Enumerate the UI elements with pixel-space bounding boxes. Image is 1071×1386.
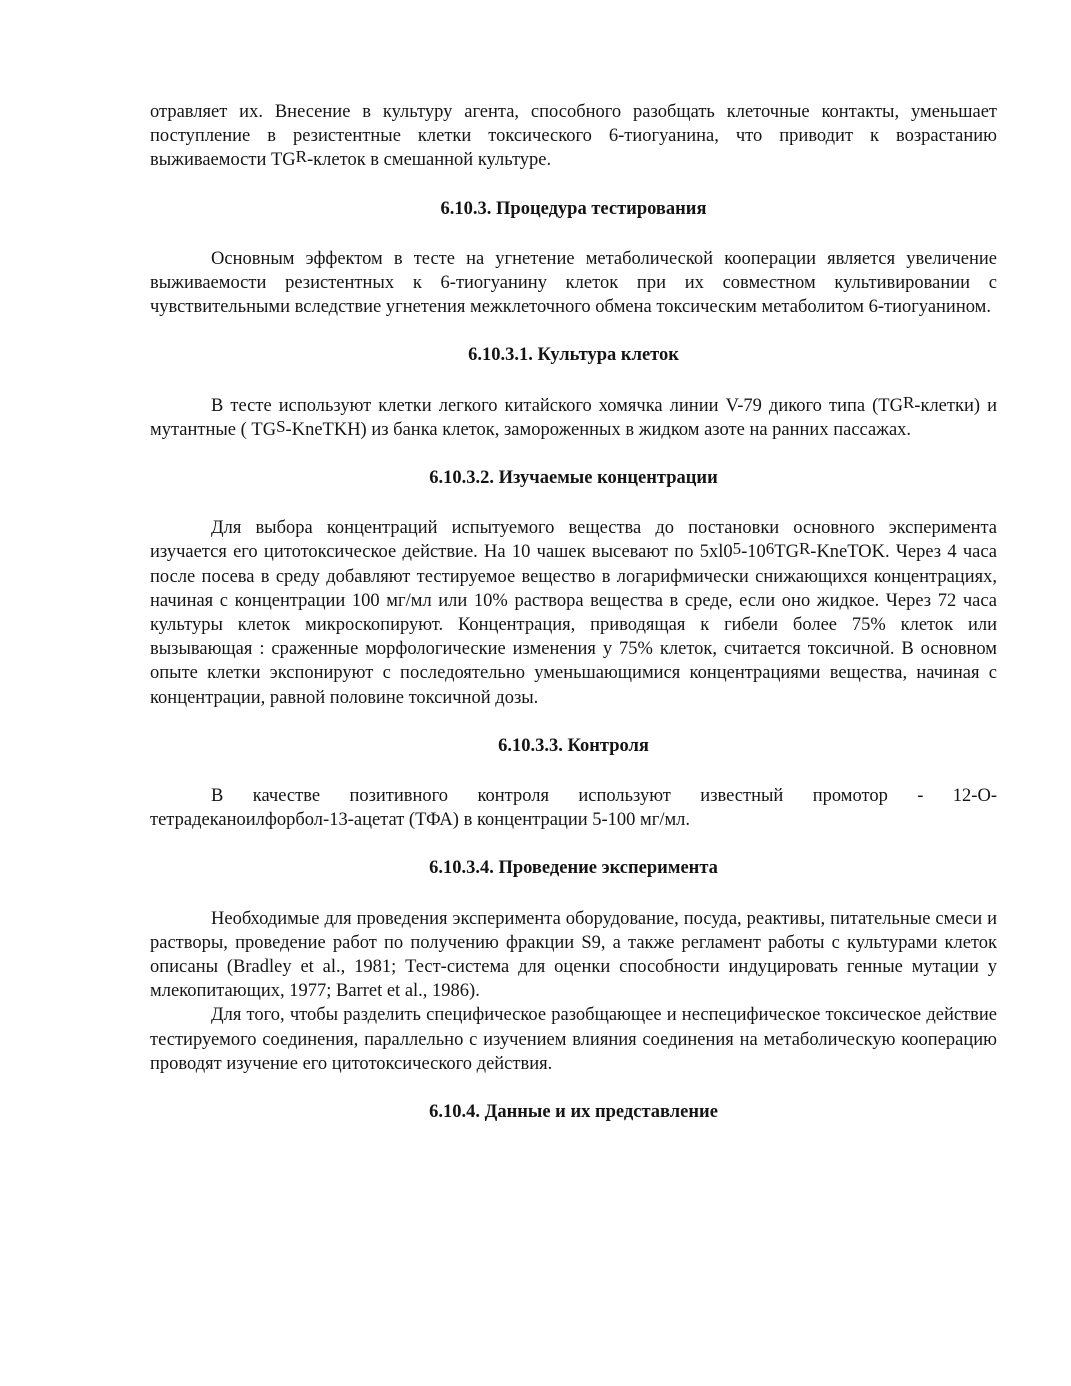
text-run: -10 bbox=[741, 542, 766, 563]
section-heading-concentrations: 6.10.3.2. Изучаемые концентрации bbox=[429, 468, 718, 489]
text-run: Для выбора концентраций испытуемого вещества до постановки основного эксперимента изучается его цитотоксическое действие. На 10 чашек высевают по 5xl0 bbox=[150, 518, 997, 563]
paragraph-culture bbox=[150, 394, 997, 442]
paragraph-experiment-2: Для того, чтобы разделить специфическое разобщающее и неспецифическое токсическое действие тестируемого соединения, параллельно с изучением влияния соединения на метаболическую кооперацию проводят изучение его цитотоксического действия. bbox=[150, 1005, 997, 1074]
text-run: -KneTOK. Через 4 часа после посева в среду добавляют тестируемое вещество в логарифмически снижающихся концентрациях, начиная с концентрации 100 мг/мл или 10% раствора вещества в среде, если оно жидкое. Через 72 часа культуры клеток микроскопируют. Концентрация, приводящая к гибели более 75% клеток или вызывающая : сраженные морфологические изменения у 75% клеток, считается токсичной. В основном опыте клетки экспонируют с последоятельно уменьшающимися концентрациями вещества, начиная с концентрации, равной половине токсичной дозы. bbox=[150, 542, 997, 708]
section-heading-culture: 6.10.3.1. Культура клеток bbox=[468, 345, 679, 366]
text-run: отравляет их. Внесение в культуру агента, способного разобщать клеточные контакты, уменьшает поступление в резистентные клетки токсического 6-тиогуанина, что приводит к возрастанию выживаемости TG bbox=[150, 102, 997, 171]
section-heading-data: 6.10.4. Данные и их представление bbox=[429, 1102, 718, 1123]
text-run: В тесте используют клетки легкого китайского хомячка линии V-79 дикого типа (TG bbox=[211, 395, 903, 416]
superscript: R bbox=[798, 539, 811, 559]
text-run: -клеток в смешанной культуре. bbox=[307, 150, 552, 171]
text-run: -KneTKH) из банка клеток, замороженных в жидком азоте на ранних пассажах. bbox=[285, 419, 912, 440]
section-heading-experiment: 6.10.3.4. Проведение эксперимента bbox=[429, 858, 718, 879]
paragraph-procedure: Основным эффектом в тесте на угнетение метаболической кооперации является увеличение выживаемости резистентных к 6-тиогуанину клеток при их совместном культивировании с чувствительными вследствие угнетения межклеточного обмена токсическим метаболитом 6-тиогуанином. bbox=[150, 248, 997, 318]
paragraph-experiment-1: Необходимые для проведения эксперимента оборудование, посуда, реактивы, питательные смеси и растворы, проведение работ по получению фракции S9, а также регламент работы с культурами клеток описаны (Bradley et al., 1981; Тест-система для оценки способности индуцировать генные мутации у млекопитающих, 1977; Barret et al., 1986). bbox=[150, 908, 997, 1002]
superscript: S bbox=[276, 416, 286, 436]
paragraph-intro bbox=[150, 100, 997, 173]
paragraph-controls: В качестве позитивного контроля используют известный промотор - 12-О-тетрадеканоилфорбол-13-ацетат (ТФА) в концентрации 5-100 мг/мл. bbox=[150, 786, 997, 831]
paragraph-concentrations bbox=[150, 516, 997, 710]
text-run: -клетки) и мутантные ( TG bbox=[150, 395, 997, 440]
section-heading-procedure: 6.10.3. Процедура тестирования bbox=[440, 198, 707, 219]
superscript: R bbox=[295, 147, 308, 167]
text-run: TG bbox=[774, 542, 799, 563]
superscript: 5 bbox=[732, 539, 742, 559]
superscript: 6 bbox=[765, 539, 775, 559]
superscript: R bbox=[902, 392, 915, 412]
document-page bbox=[150, 100, 997, 1124]
section-heading-controls: 6.10.3.3. Контроля bbox=[498, 735, 649, 756]
